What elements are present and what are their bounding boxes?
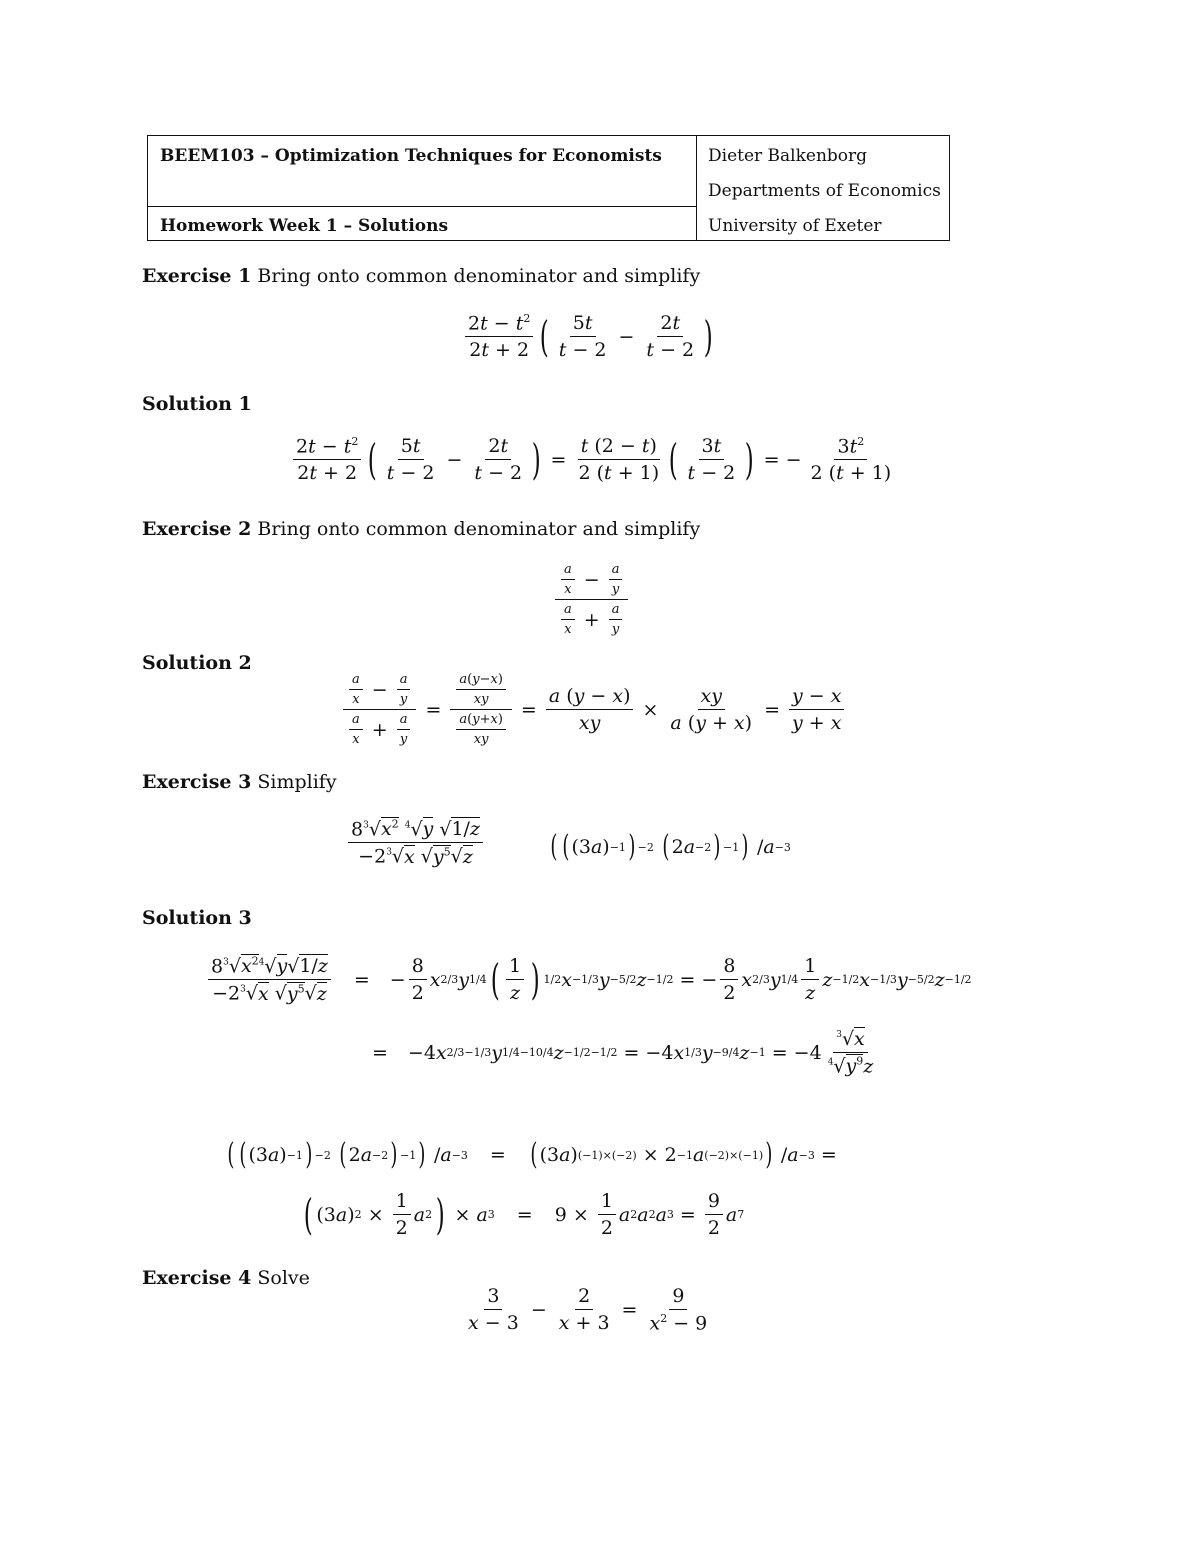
university-name: University of Exeter xyxy=(708,216,882,236)
exercise-label: Exercise 1 xyxy=(142,265,252,287)
exercise-3-heading xyxy=(142,771,337,793)
solution-label: Solution 3 xyxy=(142,907,252,929)
department-name: Departments of Economics xyxy=(708,181,941,201)
exercise-text: Bring onto common denominator and simplify xyxy=(257,518,701,540)
exercise-3-formula-b: ( ( (3 a ) −1 ) −2 ( 2 a −2 ) −1 ) / a −3 xyxy=(550,829,791,864)
exercise-4-formula: $\frac{3}{x - 3}$ − $\frac{2}{x + 3}$ = $\frac{9}{x^2 - 9}$ xyxy=(468,1285,708,1335)
solution-label: Solution 1 xyxy=(142,393,252,415)
exercise-label: Exercise 4 xyxy=(142,1267,252,1289)
solution-3-line-3: ( ( (3 a ) −1 ) −2 ( 2 a −2 ) −1 ) / a −3 = ( (3 a ) (−1)×(−2) × 2 −1 a (−2)×(−1) ) / a −3 = xyxy=(227,1137,837,1172)
solution-1-heading xyxy=(142,393,252,415)
header-table xyxy=(147,135,950,241)
solution-2-formula: $\frac{a}{x}$ − $\frac{a}{y}$ $\frac{a}{x}$ + $\frac{a}{y}$ = $\frac{\frac{a(y-x)}{xy}}{\frac{a(y+x)}{xy}}$ = $\frac{a (y - x)}{xy}$ × $\frac{xy}{a (y + x)}$ = $\frac{y - x}{y + x}$ xyxy=(340,672,847,747)
exercise-label: Exercise 2 xyxy=(142,518,252,540)
exercise-text: Simplify xyxy=(257,771,337,793)
header-divider-horizontal xyxy=(148,206,696,207)
exercise-label: Exercise 3 xyxy=(142,771,252,793)
exercise-text: Solve xyxy=(257,1267,310,1289)
exercise-1-heading xyxy=(142,265,700,287)
solution-3-line-4: ( (3 a ) 2 × $\frac{1}{2}$ a 2 ) × a 3 = 9 × $\frac{1}{2}$ a 2 a 2 a 3 = $\frac{9}{2}$ a 7 xyxy=(303,1189,745,1239)
exercise-2-heading xyxy=(142,518,700,540)
header-divider-vertical xyxy=(696,136,697,240)
course-title: BEEM103 – Optimization Techniques for Economists xyxy=(160,146,662,166)
solution-3-line-1: $\frac{8^3√x^{24}√y√1/z}{-2^3√x √y^5√z}$ = − $\frac{8}{2}$ x 2/3 y 1/4 ( $\frac{1}{z}$ ) 1/2 x −1/3 y −5/2 z −1/2 = − $\frac{8}{2}$ x 2/3 y 1/4 $\frac{1}{z}$ z −1/2 x −1/3 y −5/2 z −1/2 xyxy=(205,955,972,1005)
exercise-4-heading xyxy=(142,1267,310,1289)
exercise-1-formula: $\frac{2t - t^2}{2t + 2}$ ( $\frac{5t}{t - 2}$ − $\frac{2t}{t - 2}$ ) xyxy=(462,312,717,361)
solution-1-formula: $\frac{2t - t^2}{2t + 2}$ ( $\frac{5t}{t - 2}$ − $\frac{2t}{t - 2}$ ) = $\frac{t (2 - t)}{2 (t + 1)}$ ( $\frac{3t}{t - 2}$ ) = − $\frac{3t^2}{2 (t + 1)}$ xyxy=(290,435,897,484)
exercise-3-formula-a: $\frac{8^3√x^2 ^4√y √1/z}{-2^3√x √y^5√z}$ xyxy=(345,818,486,868)
exercise-text: Bring onto common denominator and simplify xyxy=(257,265,701,287)
solution-2-heading xyxy=(142,652,252,674)
solution-3-heading xyxy=(142,907,252,929)
author-name: Dieter Balkenborg xyxy=(708,146,868,166)
solution-3-line-2: = −4 x 2/3−1/3 y 1/4−10/4 z −1/2−1/2 = −4 x 1/3 y −9/4 z −1 = −4 $\frac{^3√x}{^4√y^9z}$ xyxy=(372,1028,874,1078)
solution-label: Solution 2 xyxy=(142,652,252,674)
homework-title: Homework Week 1 – Solutions xyxy=(160,216,449,236)
exercise-2-formula: $\frac{a}{x}$ − $\frac{a}{y}$ $\frac{a}{x}$ + $\frac{a}{y}$ xyxy=(552,562,631,637)
